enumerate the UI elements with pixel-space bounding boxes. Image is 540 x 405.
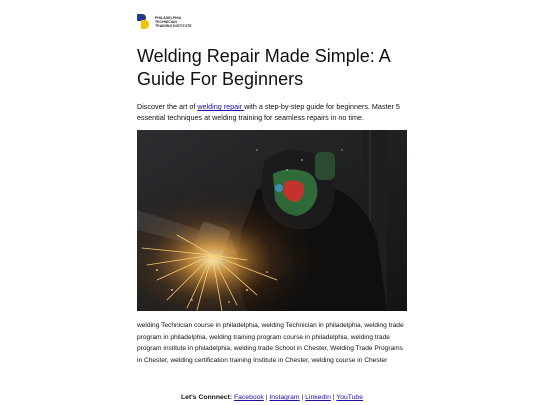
link-separator: | <box>330 394 337 401</box>
link-separator: | <box>299 394 306 401</box>
link-separator: | <box>263 394 270 401</box>
logo-line: TRAINING INSTITUTE <box>155 24 192 29</box>
intro-paragraph <box>137 101 407 123</box>
intro-text: with a step-by-step guide for beginners. Master 5 essential techniques at welding training for seamless repairs in no time. <box>137 102 400 122</box>
image-caption: welding Technician course in philadelphia, welding Technician in philadelphia, welding trade program in philadelphia, welding training program course in philadelphia, welding trade program institute in philadelphia, welding trade School in Chester, Welding Trade Programs in Chester, welding certification training Institute in Chester, welding course in Chester <box>137 322 404 364</box>
welding-repair-link[interactable]: welding repair <box>197 102 245 111</box>
instagram-link[interactable]: Instagram <box>269 394 300 401</box>
connect-label: Let's Connnect: <box>180 394 233 401</box>
logo-line: TECHNICIAN <box>155 20 177 25</box>
linkedin-link[interactable]: LinkedIn <box>305 394 331 401</box>
title-line: Guide For Beginners <box>137 69 304 89</box>
social-footer <box>137 393 407 402</box>
youtube-link[interactable]: YouTube <box>336 394 363 401</box>
site-logo[interactable] <box>137 14 192 34</box>
welder-grinding-photo <box>137 130 407 311</box>
logo-line: PHILADELPHIA <box>155 16 182 20</box>
facebook-link[interactable]: Facebook <box>233 394 264 401</box>
intro-text: Discover the art of <box>137 102 198 111</box>
logo-text <box>155 14 192 29</box>
page-title <box>137 45 407 91</box>
logo-mark-icon <box>137 14 151 30</box>
title-line: Welding Repair Made Simple: A <box>137 46 391 66</box>
